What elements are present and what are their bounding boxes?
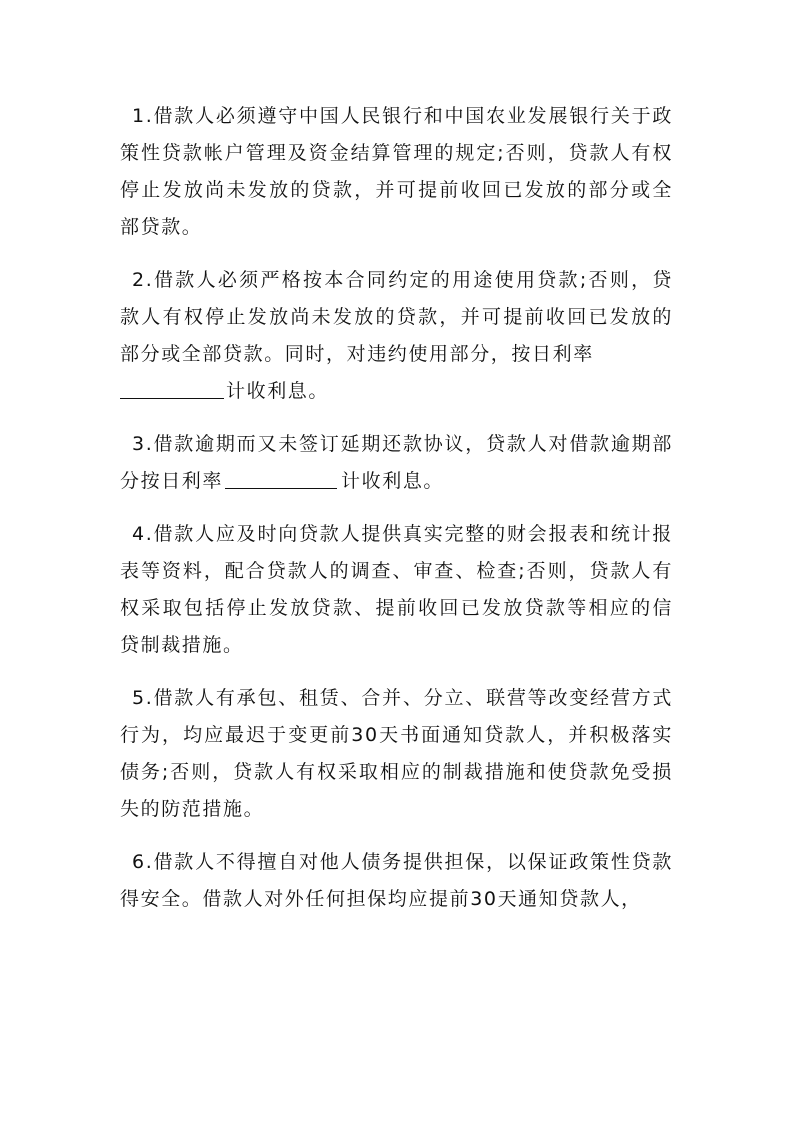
clause-5-text: 5.借款人有承包、租赁、合并、分立、联营等改变经营方式行为，均应最迟于变更前30天书面通知贷款人，并积极落实债务;否则，贷款人有权采取相应的制裁措施和使贷款免受损失的防范措施。	[120, 687, 673, 820]
clause-2	[120, 262, 673, 410]
clause-2-text: 2.借款人必须严格按本合同约定的用途使用贷款;否则，贷款人有权停止发放尚未发放的贷款，并可提前收回已发放的部分或全部贷款。同时，对违约使用部分，按日利率	[120, 269, 673, 365]
clause-6-text: 6.借款人不得擅自对他人债务提供担保，以保证政策性贷款得安全。借款人对外任何担保均应提前30天通知贷款人，	[120, 851, 673, 910]
clause-1	[120, 98, 673, 246]
clause-6	[120, 844, 673, 918]
clause-3-text: 3.借款逾期而又未签订延期还款协议，贷款人对借款逾期部分按日利率	[120, 433, 673, 492]
clause-4	[120, 516, 673, 664]
clause-2-text-end: 计收利息。	[226, 380, 330, 402]
overdue-rate-blank	[225, 466, 337, 489]
document-body	[120, 98, 673, 934]
clause-3-text-end: 计收利息。	[341, 470, 445, 492]
clause-5	[120, 680, 673, 828]
clause-3	[120, 426, 673, 500]
daily-rate-blank	[120, 376, 224, 399]
clause-1-text: 1.借款人必须遵守中国人民银行和中国农业发展银行关于政策性贷款帐户管理及资金结算管理的规定;否则，贷款人有权停止发放尚未发放的贷款，并可提前收回已发放的部分或全部贷款。	[120, 105, 673, 238]
clause-4-text: 4.借款人应及时向贷款人提供真实完整的财会报表和统计报表等资料，配合贷款人的调查、审查、检查;否则，贷款人有权采取包括停止发放贷款、提前收回已发放贷款等相应的信贷制裁措施。	[120, 523, 673, 656]
